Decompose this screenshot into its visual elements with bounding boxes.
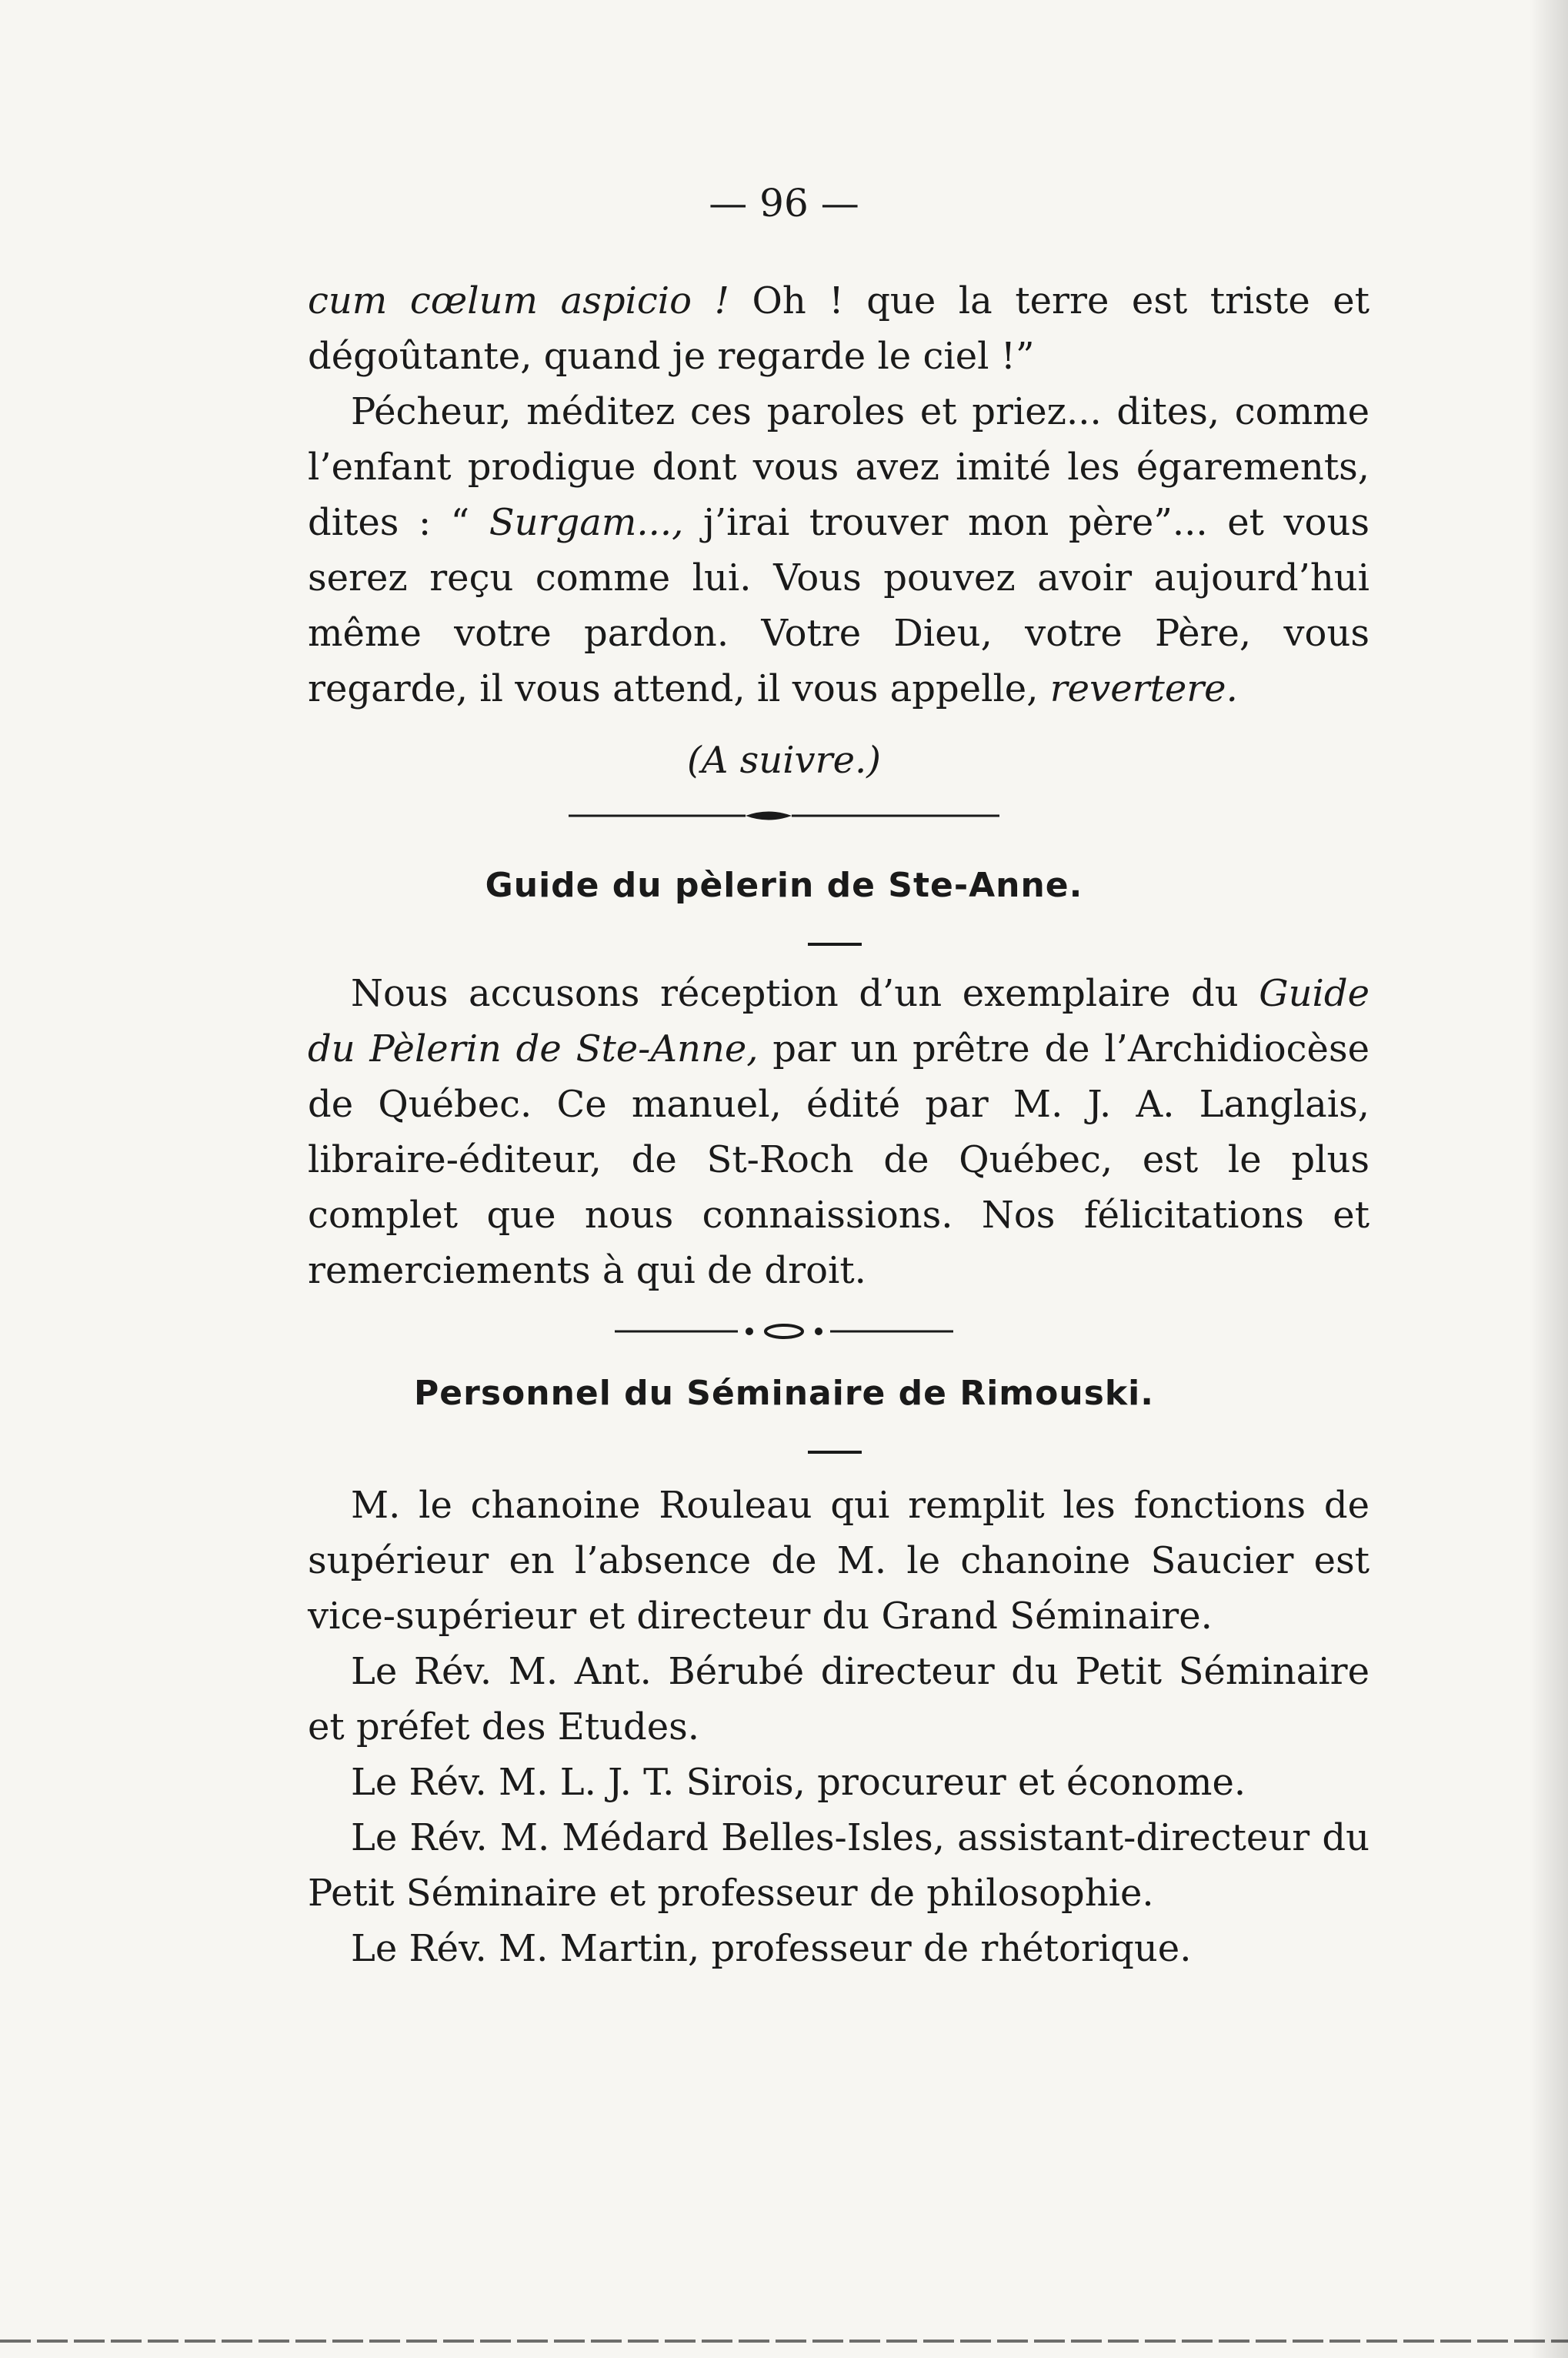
ornament-divider-2 xyxy=(0,1320,1568,1343)
page-number: — 96 — xyxy=(709,181,859,225)
para2-text-b: j’irai trouver mon père”... et vous serez reçu comme lui. Vous pouvez avoir aujourd’hui même votre pardon. Votre Dieu, votre Père, vous regarde, il vous attend, il vous appelle, xyxy=(308,501,1369,710)
paragraph-continuation xyxy=(308,273,1369,384)
para2-text-a: Pécheur, méditez ces paroles et priez... dites, comme l’enfant prodigue dont vous avez imité les égarements, dites : “ xyxy=(308,390,1369,544)
continued-text xyxy=(308,273,1369,716)
continuation-text: Oh ! que la terre est triste et dégoûtante, quand je regarde le ciel !” xyxy=(308,279,1370,378)
page-edge-shadow xyxy=(1530,0,1568,2358)
section-heading-personnel: Personnel du Séminaire de Rimouski. xyxy=(414,1374,1154,1413)
latin-phrase: cum cœlum aspicio ! xyxy=(308,279,729,322)
personnel-item: M. le chanoine Rouleau qui remplit les fonctions de supérieur en l’absence de M. le chanoine Saucier est vice-supérieur et directeur du Grand Séminaire. xyxy=(308,1484,1369,1638)
heading-dash xyxy=(808,943,862,946)
personnel-item: Le Rév. M. Médard Belles-Isles, assistant-directeur du Petit Séminaire et professeur de philosophie. xyxy=(308,1816,1369,1915)
personnel-item: Le Rév. M. Ant. Bérubé directeur du Petit Séminaire et préfet des Etudes. xyxy=(308,1650,1369,1748)
guide-title-italic: Guide du Pèlerin de Ste-Anne, xyxy=(308,972,1369,1070)
guide-text-b: par un prêtre de l’Archidiocèse de Québec. Ce manuel, édité par M. J. A. Langlais, libraire-éditeur, de St-Roch de Québec, est le plus complet que nous connaissions. Nos félicitations et remerciements à qui de droit. xyxy=(308,1027,1370,1292)
section-heading-guide: Guide du pèlerin de Ste-Anne. xyxy=(485,866,1083,905)
section-guide-body xyxy=(308,966,1369,1298)
para2-italic-surgam: Surgam..., xyxy=(489,501,684,544)
ornament-divider xyxy=(0,804,1568,827)
paragraph-guide xyxy=(308,966,1369,1298)
page-bottom-edge xyxy=(0,2340,1568,2343)
personnel-item: Le Rév. M. Martin, professeur de rhétorique. xyxy=(351,1927,1192,1970)
personnel-item: Le Rév. M. L. J. T. Sirois, procureur et économe. xyxy=(351,1761,1246,1804)
to-be-continued: (A suivre.) xyxy=(687,739,881,782)
guide-text-a: Nous accusons réception d’un exemplaire du xyxy=(351,972,1259,1015)
heading-dash-2 xyxy=(808,1451,862,1454)
para2-italic-revertere: revertere. xyxy=(1049,667,1238,710)
section-personnel-body xyxy=(308,1478,1369,1976)
paragraph-pecheur xyxy=(308,384,1369,716)
